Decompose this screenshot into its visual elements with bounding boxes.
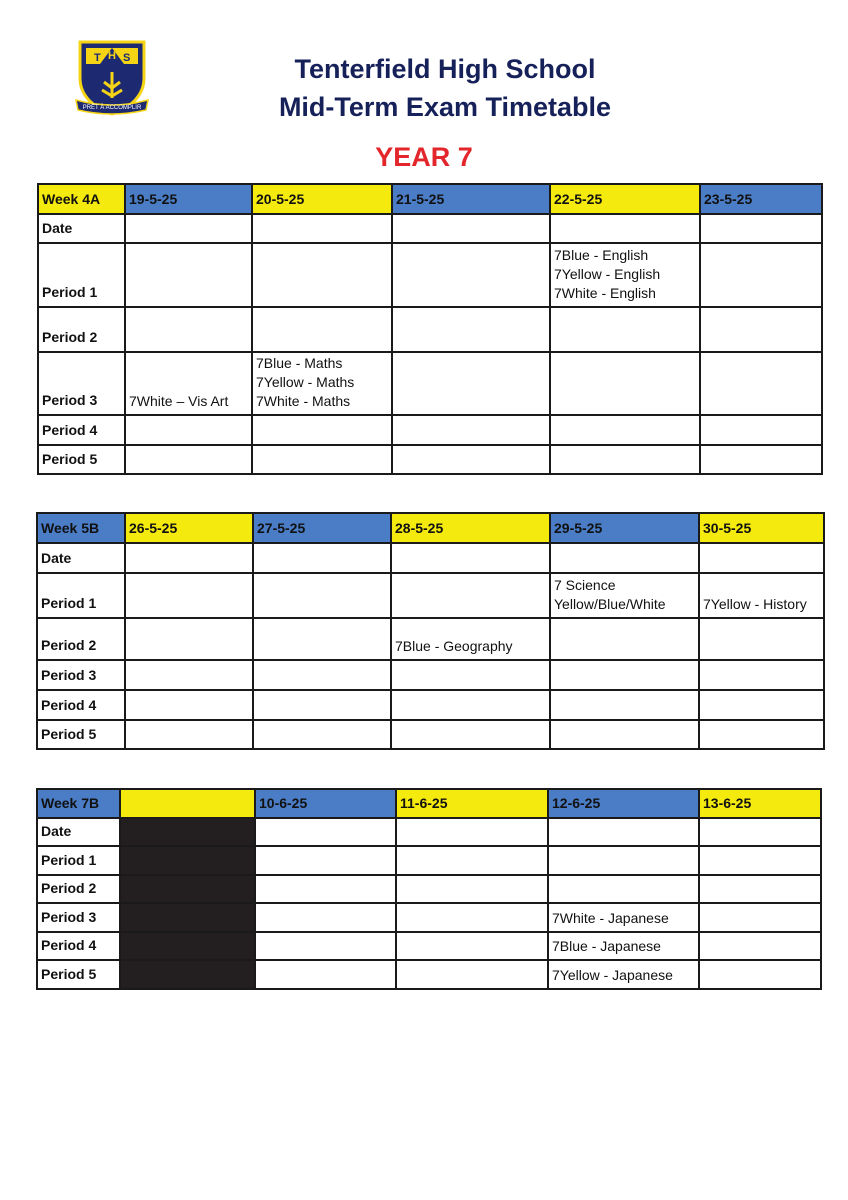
empty-cell (125, 543, 253, 573)
empty-cell (252, 243, 392, 307)
exam-entry: 7White - English (554, 285, 656, 301)
empty-cell (125, 720, 253, 749)
empty-cell (391, 543, 550, 573)
empty-cell (699, 903, 821, 932)
exam-entry: 7White - Maths (256, 393, 351, 409)
empty-cell (125, 690, 253, 720)
empty-cell (391, 573, 550, 618)
empty-cell (252, 415, 392, 445)
row-label-period-5: Period 5 (38, 445, 125, 474)
empty-cell (550, 307, 700, 352)
empty-cell (392, 352, 550, 415)
row-label-period-1: Period 1 (38, 243, 125, 307)
exam-cell: 7Yellow - Japanese (548, 960, 699, 989)
empty-cell (255, 960, 396, 989)
day-header: 23-5-25 (700, 184, 822, 214)
empty-cell (392, 307, 550, 352)
blocked-cell (120, 903, 255, 932)
blocked-cell (120, 932, 255, 960)
empty-cell (253, 543, 391, 573)
day-header: 27-5-25 (253, 513, 391, 543)
empty-cell (253, 660, 391, 690)
empty-cell (255, 903, 396, 932)
empty-cell (396, 818, 548, 846)
exam-cell (252, 352, 392, 415)
empty-cell (255, 932, 396, 960)
row-label-date: Date (37, 818, 120, 846)
day-header: 30-5-25 (699, 513, 824, 543)
empty-cell (253, 720, 391, 749)
empty-cell (700, 445, 822, 474)
empty-cell (252, 445, 392, 474)
empty-cell (396, 875, 548, 903)
empty-cell (125, 415, 252, 445)
school-name: Tenterfield High School (294, 54, 596, 84)
empty-cell (699, 846, 821, 875)
empty-cell (550, 690, 699, 720)
empty-cell (699, 618, 824, 660)
week-label: Week 4A (38, 184, 125, 214)
empty-cell (550, 445, 700, 474)
row-label-period-3: Period 3 (38, 352, 125, 415)
empty-cell (125, 445, 252, 474)
svg-text:T: T (94, 52, 101, 64)
school-crest-logo (72, 38, 152, 118)
row-label-period-2: Period 2 (37, 618, 125, 660)
empty-cell (255, 875, 396, 903)
empty-cell (699, 720, 824, 749)
day-header: 22-5-25 (550, 184, 700, 214)
empty-cell (255, 846, 396, 875)
exam-entry: Yellow/Blue/White (554, 596, 666, 612)
row-label-period-1: Period 1 (37, 573, 125, 618)
exam-cell: 7Blue - Japanese (548, 932, 699, 960)
empty-cell (548, 818, 699, 846)
svg-text:S: S (123, 52, 131, 64)
empty-cell (391, 660, 550, 690)
timetable-title: Mid-Term Exam Timetable (278, 92, 612, 122)
empty-cell (396, 960, 548, 989)
empty-cell (125, 214, 252, 243)
row-label-period-2: Period 2 (37, 875, 120, 903)
week-label: Week 5B (37, 513, 125, 543)
empty-cell (255, 818, 396, 846)
empty-cell (700, 307, 822, 352)
empty-cell (550, 618, 699, 660)
row-label-period-3: Period 3 (37, 660, 125, 690)
empty-cell (700, 352, 822, 415)
empty-cell (392, 445, 550, 474)
day-header: 29-5-25 (550, 513, 699, 543)
row-label-date: Date (38, 214, 125, 243)
page-title (240, 50, 650, 126)
empty-cell (548, 846, 699, 875)
empty-cell (391, 720, 550, 749)
year-heading: YEAR 7 (375, 142, 473, 172)
exam-cell: 7Yellow - History (699, 573, 824, 618)
row-label-period-4: Period 4 (37, 932, 120, 960)
row-label-period-4: Period 4 (38, 415, 125, 445)
exam-cell (550, 243, 700, 307)
empty-cell (699, 690, 824, 720)
empty-cell (550, 415, 700, 445)
week-4a-table (37, 183, 823, 475)
empty-cell (125, 660, 253, 690)
day-header: 26-5-25 (125, 513, 253, 543)
empty-cell (550, 720, 699, 749)
day-header: 20-5-25 (252, 184, 392, 214)
week-7b-table (36, 788, 822, 990)
exam-cell: 7Blue - Geography (391, 618, 550, 660)
empty-cell (391, 690, 550, 720)
empty-cell (253, 618, 391, 660)
empty-cell (699, 875, 821, 903)
empty-cell (699, 960, 821, 989)
empty-cell (253, 690, 391, 720)
empty-cell (125, 307, 252, 352)
empty-cell (699, 932, 821, 960)
exam-entry: 7Blue - English (554, 247, 649, 263)
exam-entry: 7Blue - Maths (256, 355, 343, 371)
row-label-period-2: Period 2 (38, 307, 125, 352)
empty-cell (252, 307, 392, 352)
empty-cell (392, 243, 550, 307)
empty-cell (396, 932, 548, 960)
empty-cell (125, 573, 253, 618)
day-header (120, 789, 255, 818)
exam-entry: 7Yellow - English (554, 266, 661, 282)
day-header: 19-5-25 (125, 184, 252, 214)
empty-cell (125, 618, 253, 660)
empty-cell (699, 818, 821, 846)
empty-cell (548, 875, 699, 903)
row-label-date: Date (37, 543, 125, 573)
row-label-period-3: Period 3 (37, 903, 120, 932)
empty-cell (699, 543, 824, 573)
row-label-period-5: Period 5 (37, 720, 125, 749)
empty-cell (252, 214, 392, 243)
blocked-cell (120, 846, 255, 875)
empty-cell (550, 543, 699, 573)
empty-cell (392, 415, 550, 445)
empty-cell (550, 660, 699, 690)
day-header: 28-5-25 (391, 513, 550, 543)
blocked-cell (120, 960, 255, 989)
exam-cell: 7White - Japanese (548, 903, 699, 932)
blocked-cell (120, 875, 255, 903)
empty-cell (699, 660, 824, 690)
empty-cell (700, 415, 822, 445)
empty-cell (125, 243, 252, 307)
row-label-period-4: Period 4 (37, 690, 125, 720)
exam-cell (550, 573, 699, 618)
exam-entry: 7Yellow - Maths (256, 374, 355, 390)
empty-cell (392, 214, 550, 243)
svg-text:PRÊT À ACCOMPLIR: PRÊT À ACCOMPLIR (82, 105, 142, 111)
week-5b-table (36, 512, 825, 750)
exam-cell: 7White – Vis Art (125, 352, 252, 415)
empty-cell (700, 214, 822, 243)
exam-entry: 7 Science (554, 577, 616, 593)
blocked-cell (120, 818, 255, 846)
empty-cell (396, 846, 548, 875)
svg-text:H: H (108, 50, 116, 62)
row-label-period-1: Period 1 (37, 846, 120, 875)
day-header: 11-6-25 (396, 789, 548, 818)
empty-cell (550, 214, 700, 243)
day-header: 10-6-25 (255, 789, 396, 818)
week-label: Week 7B (37, 789, 120, 818)
empty-cell (700, 243, 822, 307)
row-label-period-5: Period 5 (37, 960, 120, 989)
day-header: 21-5-25 (392, 184, 550, 214)
empty-cell (396, 903, 548, 932)
day-header: 12-6-25 (548, 789, 699, 818)
empty-cell (253, 573, 391, 618)
day-header: 13-6-25 (699, 789, 821, 818)
empty-cell (550, 352, 700, 415)
